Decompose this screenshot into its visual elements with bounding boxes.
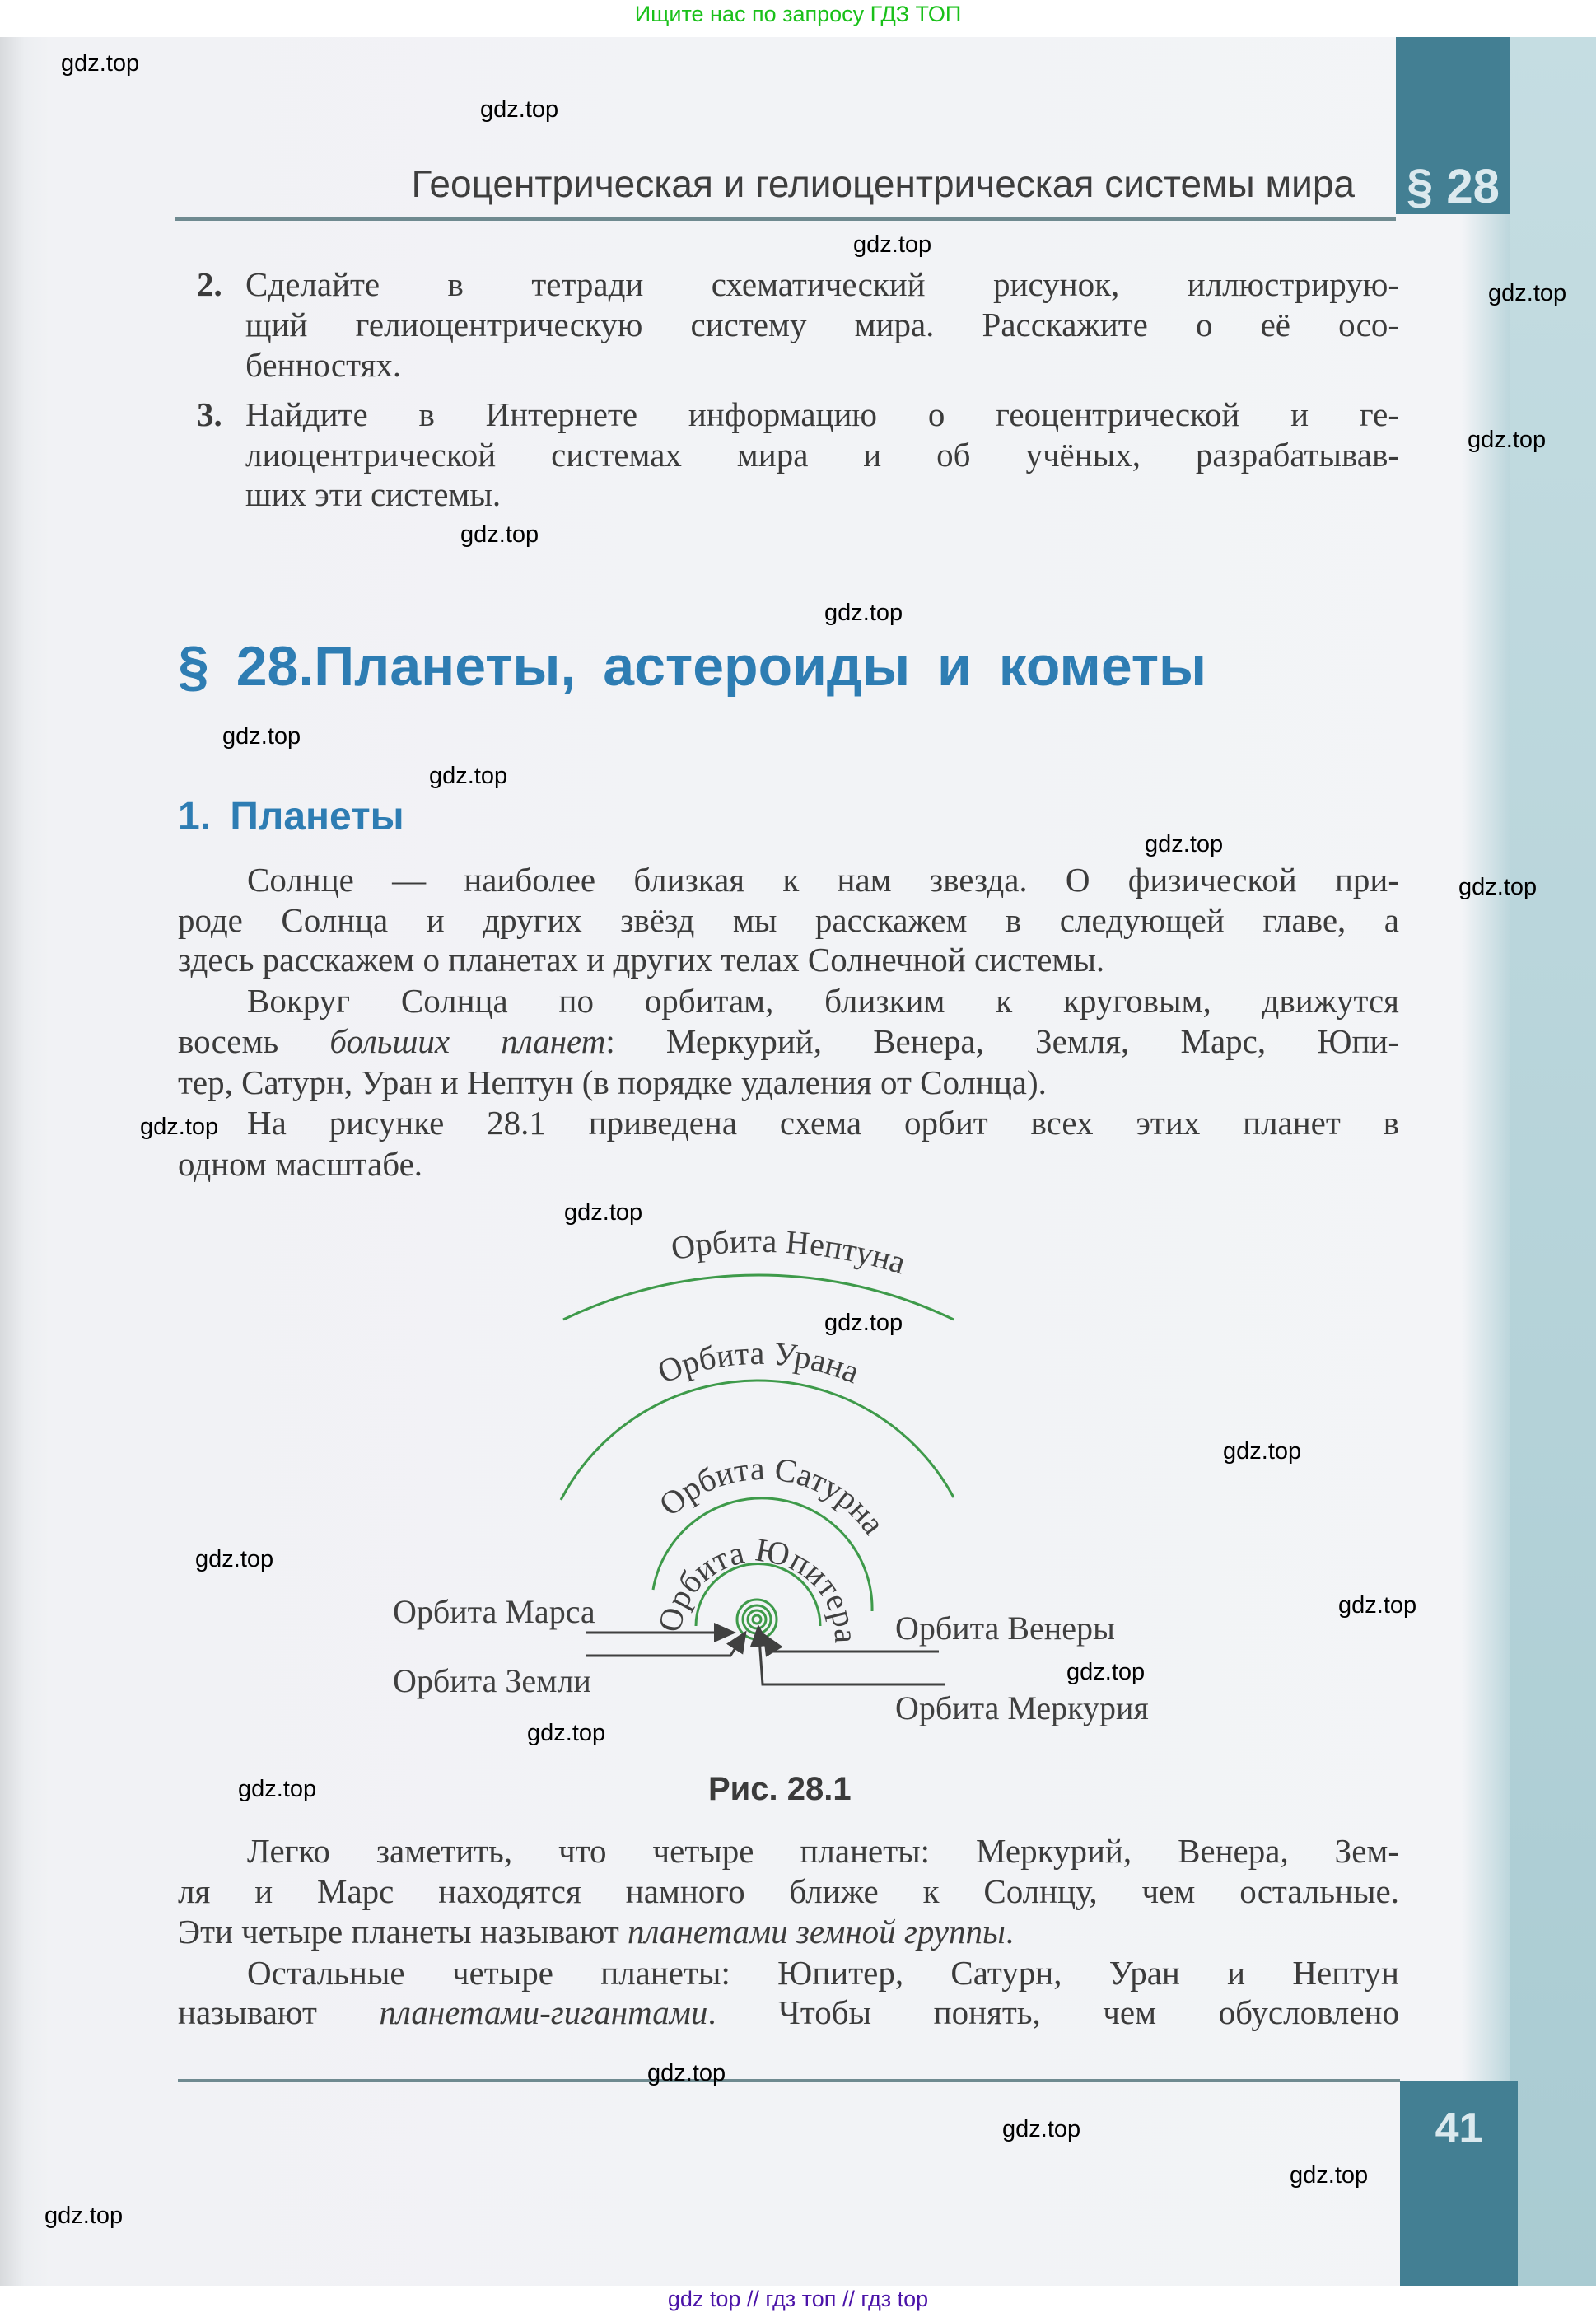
watermark-text: gdz.top [222,723,301,750]
watermark-text: gdz.top [647,2060,726,2086]
text-segment: называют [178,1993,380,2031]
page-number-tab [1400,2081,1518,2286]
text-line [247,981,1399,1021]
text-segment: Солнце — наиболее близкая к нам звезда. О физической при- [247,861,1399,899]
watermark-text: gdz.top [527,1720,606,1746]
text-segment: Эти четыре планеты называют [178,1913,628,1951]
text-segment: ля и Марс находятся намного ближе к Солнцу, чем остальные. [178,1872,1399,1910]
text-line [178,1993,1399,2032]
text-line [245,345,1399,385]
watermark-text: gdz.top [429,763,508,789]
watermark-text: gdz.top [1145,831,1224,857]
watermark-text: gdz.top [44,2203,124,2229]
text-segment: Вокруг Солнца по орбитам, близким к круговым, движутся [247,982,1399,1020]
watermark-text: gdz.top [480,96,559,123]
text-segment: Легко заметить, что четыре планеты: Меркурий, Венера, Зем- [247,1832,1399,1870]
mars-orbit-label: Орбита Марса [393,1593,595,1630]
watermark-text: gdz.top [460,521,539,548]
text-segment: . [1005,1913,1015,1951]
text-line [245,474,1399,514]
text-segment: ших эти системы. [245,475,502,513]
text-line [245,305,1399,344]
page-edge-gradient [1462,214,1510,2081]
bottom-watermark-banner[interactable]: gdz top // гдз топ // гдз top [667,2287,929,2311]
text-line [247,1831,1399,1871]
watermark-text: gdz.top [1488,280,1567,306]
question-number: 2. [197,265,222,303]
question-number: 3. [197,395,222,433]
watermark-text: gdz.top [61,50,140,77]
text-segment: : Меркурий, Венера, Земля, Марс, Юпи- [605,1022,1400,1060]
header-rule [175,217,1396,221]
mercury-orbit-label: Орбита Меркурия [895,1689,1149,1726]
italic-term: планетами-гигантами [379,1993,708,2031]
watermark-text: gdz.top [1458,874,1538,900]
text-line [247,1103,1399,1142]
watermark-text: gdz.top [853,231,932,258]
text-segment: Сделайте в тетради схематический рисунок, иллюстрирую- [245,265,1399,303]
watermark-text: gdz.top [1002,2116,1081,2142]
watermark-text: gdz.top [1468,427,1547,453]
watermark-text: gdz.top [824,1310,903,1336]
uranus-orbit-label: Орбита Урана [652,1334,866,1391]
watermark-text: gdz.top [1223,1438,1302,1465]
text-line [178,1021,1399,1061]
text-segment: Найдите в Интернете информацию о геоцентрической и ге- [245,395,1399,433]
text-line [178,940,1399,979]
text-segment: тер, Сатурн, Уран и Нептун (в порядке удаления от Солнца). [178,1063,1047,1101]
watermark-text: gdz.top [238,1776,317,1802]
jupiter-orbit-label: Орбита Юпитера [651,1530,866,1644]
watermark-text: gdz.top [1066,1659,1146,1685]
subsection-title: 1. Планеты [178,795,404,839]
text-segment: лиоцентрической системах мира и об учёных, разрабатывав- [245,436,1399,474]
text-segment: восемь [178,1022,330,1060]
text-segment: щий гелиоцентрическую систему мира. Расскажите о её осо- [245,306,1399,343]
section-tab-label: § 28 [1407,160,1500,213]
earth-orbit-label: Орбита Земли [393,1662,591,1699]
watermark-text: gdz.top [824,600,903,626]
figure-caption: Рис. 28.1 [708,1771,852,1807]
footer-rule [178,2079,1400,2082]
neptune-orbit-label: Орбита Нептуна [668,1222,911,1282]
saturn-orbit-label: Орбита Сатурна [651,1449,893,1541]
venus-orbit-label: Орбита Венеры [895,1610,1115,1647]
text-line [178,900,1399,940]
text-line [178,1063,1399,1102]
watermark-text: gdz.top [1290,2162,1369,2189]
text-segment: Остальные четыре планеты: Юпитер, Сатурн, Уран и Нептун [247,1954,1399,1992]
text-segment: . Чтобы понять, чем обусловлено [707,1993,1399,2031]
running-title: Геоцентрическая и гелиоцентрическая системы мира [411,162,1355,205]
text-line [245,264,1399,304]
watermark-text: gdz.top [564,1199,643,1226]
page-edge-strip [1510,37,1596,2286]
text-segment: здесь расскажем о планетах и других телах Солнечной системы. [178,941,1105,979]
italic-term: больших планет [329,1022,606,1060]
text-segment: роде Солнца и других звёзд мы расскажем в следующей главе, а [178,901,1399,939]
text-line [178,1144,1399,1184]
text-line [247,860,1399,899]
text-segment: одном масштабе. [178,1145,423,1183]
section-tab [1396,37,1510,214]
text-segment: бенностях. [245,346,402,384]
page-number: 41 [1435,2105,1483,2152]
watermark-text: gdz.top [195,1546,274,1572]
text-line [245,435,1399,474]
watermark-text: gdz.top [140,1114,219,1140]
watermark-text: gdz.top [1338,1592,1417,1619]
text-segment: На рисунке 28.1 приведена схема орбит всех этих планет в [247,1104,1399,1142]
text-line [178,1871,1399,1911]
text-line [245,395,1399,434]
section-title: § 28.Планеты, астероиды и кометы [178,635,1207,698]
italic-term: планетами земной группы [628,1913,1006,1951]
text-line [178,1912,1399,1951]
top-search-banner[interactable]: Ищите нас по запросу ГДЗ ТОП [634,2,962,26]
text-line [247,1953,1399,1993]
